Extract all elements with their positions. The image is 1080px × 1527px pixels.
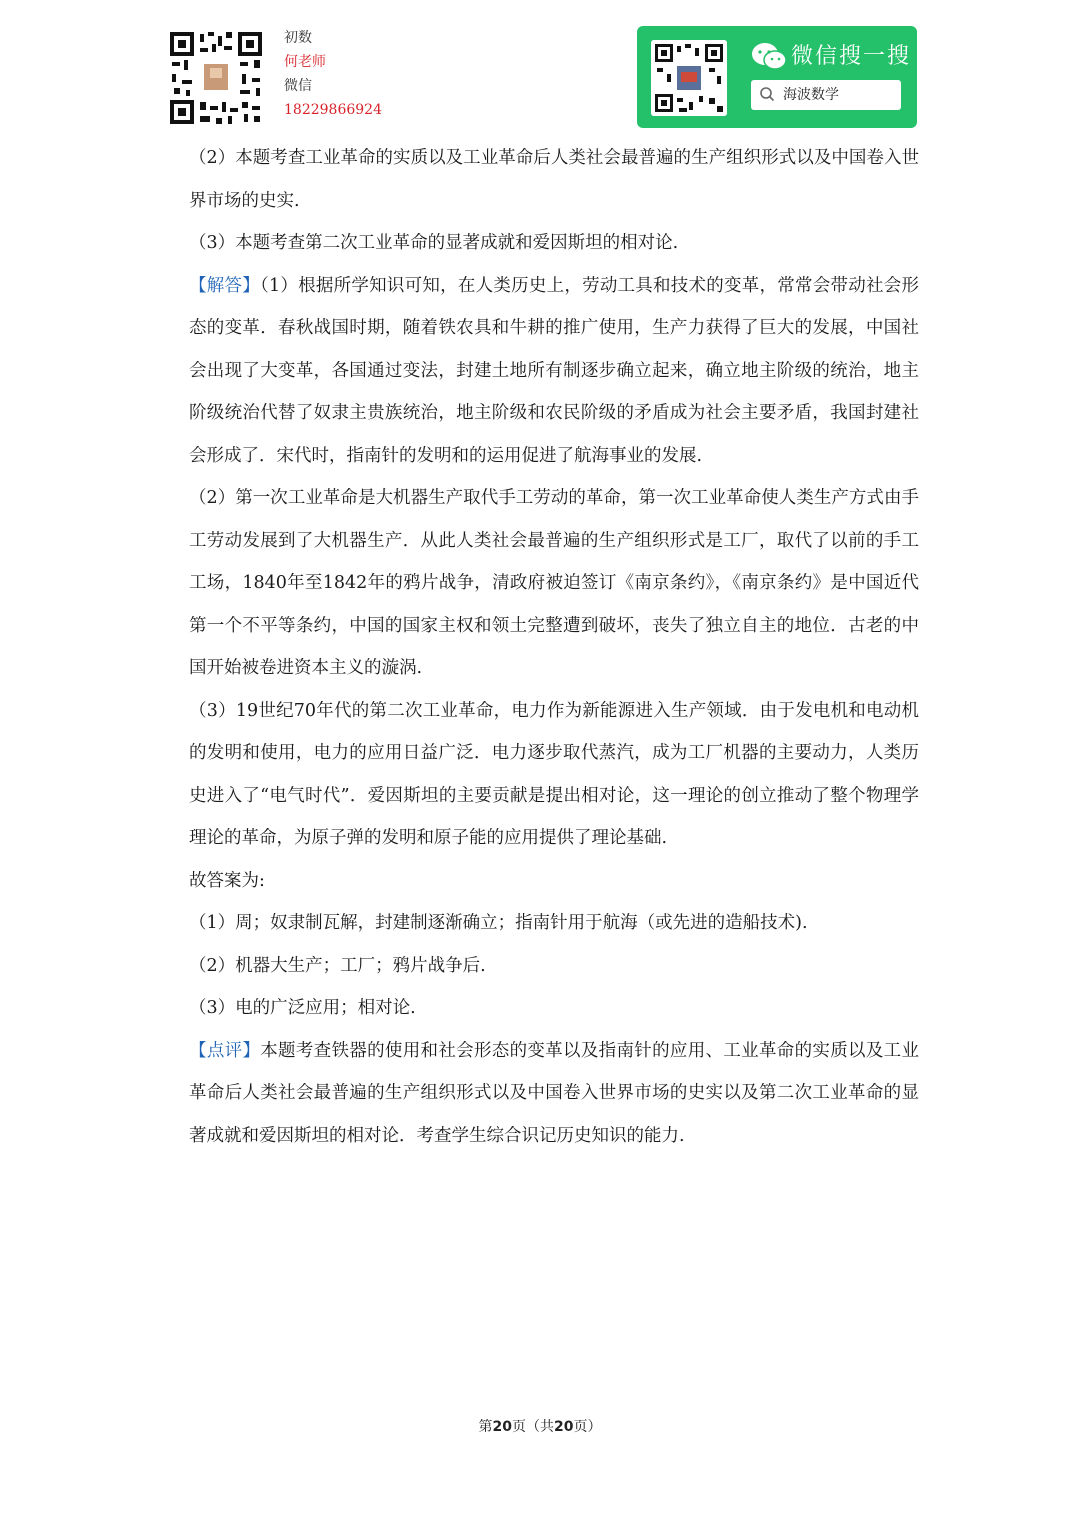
solution-paragraph-3: （3）19世纪70年代的第二次工业革命，电力作为新能源进入生产领域．由于发电机和电动机的发明和使用，电力的应用日益广泛．电力逐步取代蒸汽，成为工厂机器的主要动力，人类历史进入了“电气时代”．爱因斯坦的主要贡献是提出相对论，这一理论的创立推动了整个物理学理论的革命，为原子弹的发明和原子能的应用提供了理论基础. [189,700,919,848]
banner-search-box [751,80,901,110]
page-number: 第20页（共20页） [478,1419,602,1435]
contact-phone: 18229866924 [284,102,382,118]
solution-paragraph-1: 【解答】（1）根据所学知识可知，在人类历史上，劳动工具和技术的变革，常常会带动社会形态的变革．春秋战国时期，随着铁农具和牛耕的推广使用，生产力获得了巨大的发展，中国社会出现了大变革，各国通过变法，封建土地所有制逐步确立起来，确立地主阶级的统治，地主阶级统治代替了奴隶主贵族统治，地主阶级和农民阶级的矛盾成为社会主要矛盾，我国封建社会形成了．宋代时，指南针的发明和的运用促进了航海事业的发展. [189,275,920,466]
wechat-search-banner [637,26,917,128]
contact-teacher: 何老师 [284,54,326,70]
comment-paragraph: 【点评】本题考查铁器的使用和社会形态的变革以及指南针的应用、工业革命的实质以及工业革命后人类社会最普遍的生产组织形式以及中国卷入世界市场的史实以及第二次工业革命的显著成就和爱因斯坦的相对论．考查学生综合识记历史知识的能力. [189,1040,919,1146]
analysis-paragraph-2: （2）本题考查工业革命的实质以及工业革命后人类社会最普遍的生产组织形式以及中国卷入世界市场的史实. [189,148,919,211]
answer-content [189,137,919,1157]
search-icon [759,86,775,102]
banner-search-term: 海波数学 [783,87,839,103]
contact-wechat-label: 微信 [284,78,312,94]
answer-3: （3）电的广泛应用；相对论. [189,998,416,1018]
contact-info [284,26,382,122]
analysis-paragraph-3: （3）本题考查第二次工业革命的显著成就和爱因斯坦的相对论. [189,233,679,253]
qr-code-image [170,32,262,124]
solution-label: 【解答】 [189,275,260,296]
banner-title: 微信搜一搜 [791,44,912,69]
answer-2: （2）机器大生产；工厂；鸦片战争后. [189,955,486,976]
contact-subject: 初数 [284,30,312,46]
comment-label: 【点评】 [189,1040,261,1061]
wechat-icon [751,42,787,72]
answer-1: （1）周；奴隶制瓦解，封建制逐渐确立；指南针用于航海（或先进的造船技术). [189,913,808,933]
answer-intro: 故答案为: [189,870,265,891]
solution-paragraph-2: （2）第一次工业革命是大机器生产取代手工劳动的革命，第一次工业革命使人类生产方式由手工劳动发展到了大机器生产．从此人类社会最普遍的生产组织形式是工厂，取代了以前的手工工场，1840年至1842年的鸦片战争，清政府被迫签订《南京条约》，《南京条约》是中国近代第一个不平等条约，中国的国家主权和领土完整遭到破坏，丧失了独立自主的地位．古老的中国开始被卷进资本主义的漩涡. [189,488,919,678]
banner-qr-code-image [651,40,727,116]
